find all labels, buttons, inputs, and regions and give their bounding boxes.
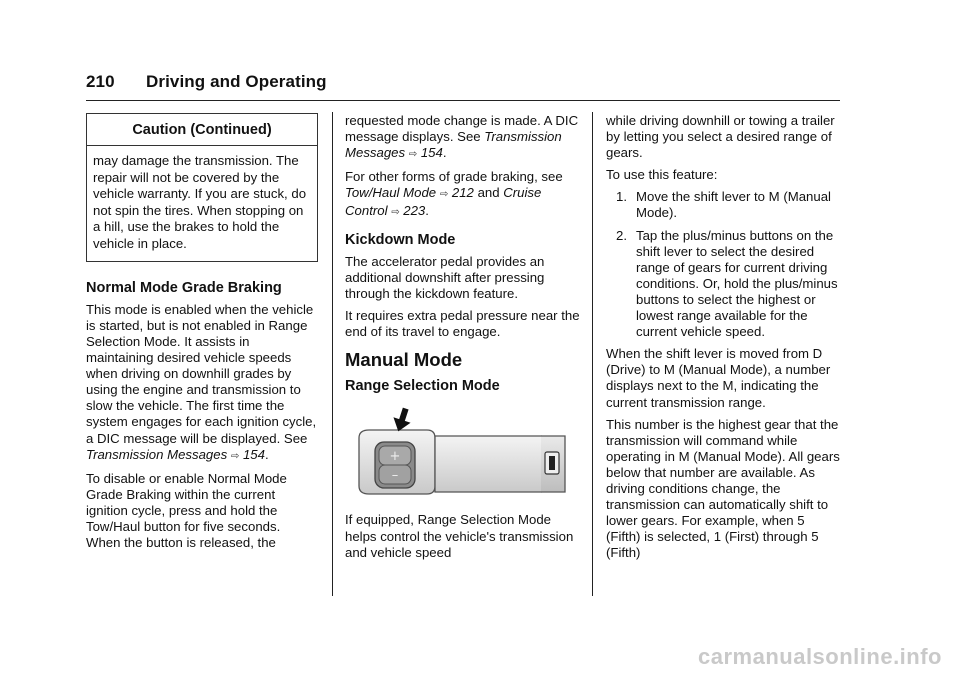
tow-haul-icon xyxy=(549,456,555,470)
lever-shaft xyxy=(435,436,553,492)
column-divider-2 xyxy=(592,112,593,596)
col3-paragraph-2: When the shift lever is moved from D (Drive) to M (Manual Mode), a number displays next to the M, indicating the current transmission range. xyxy=(606,346,831,410)
range-selection-heading: Range Selection Mode xyxy=(345,378,500,395)
column-3 xyxy=(606,113,842,567)
plus-symbol: + xyxy=(389,449,401,465)
col2-paragraph-2: For other forms of grade braking, see Tow/Haul Mode ⇨ 212 and Cruise Control ⇨ 223. xyxy=(345,169,563,219)
normal-mode-heading: Normal Mode Grade Braking xyxy=(86,279,282,296)
column-2 xyxy=(345,113,580,567)
reference-arrow-icon: ⇨ xyxy=(408,149,418,161)
page-number: 210 xyxy=(86,72,115,91)
link-transmission-messages[interactable]: Transmission Messages xyxy=(86,446,228,462)
manual-mode-heading: Manual Mode xyxy=(345,349,463,371)
kickdown-paragraph-2: It requires extra pedal pressure near the end of its travel to engage. xyxy=(345,307,580,340)
normal-mode-paragraph-2: To disable or enable Normal Mode Grade Braking within the current ignition cycle, press and hold the Tow/Haul button for five seconds. When the button is released, the xyxy=(86,470,287,551)
col2-paragraph-1: requested mode change is made. A DIC message displays. See Transmission Messages ⇨ 154. xyxy=(345,113,579,161)
watermark-text: carmanualsonline.info xyxy=(698,644,942,669)
column-1 xyxy=(86,113,318,557)
kickdown-heading: Kickdown Mode xyxy=(345,231,456,248)
column-divider-1 xyxy=(332,112,333,596)
link-cruise-control[interactable]: Cruise Control xyxy=(345,185,542,219)
caution-box xyxy=(86,113,318,262)
steps-list xyxy=(606,189,842,340)
col3-paragraph-3: This number is the highest gear that the transmission will command while operating in M (Manual Mode). All gears below that number are available. As driving conditions change, the transmission can automatically shift to lower gears. For example, when 5 (Fifth) is selected, 1 (First) through 5 (Fifth) xyxy=(606,416,840,561)
link-tow-haul-mode[interactable]: Tow/Haul Mode xyxy=(345,185,437,201)
shift-lever-figure xyxy=(345,406,580,502)
shift-lever-illustration xyxy=(345,406,573,498)
caution-body: may damage the transmission. The repair will not be covered by the vehicle warranty. If you are stuck, do not spin the tires. When stopping on a hill, use the brakes to hold the vehicle in place. xyxy=(93,153,307,252)
reference-arrow-icon: ⇨ xyxy=(439,189,449,201)
page-ref[interactable]: 223 xyxy=(403,203,426,219)
normal-mode-paragraph-1: This mode is enabled when the vehicle is started, but is not enabled in Range Selection Mode. It assists in maintaining desired vehicle speeds when driving on downhill grades by using the engine and transmission to slow the vehicle. The first time the system engages for each ignition cycle, a DIC message will be displayed. See Transmission Messages ⇨ 154. xyxy=(86,301,317,462)
list-item: 1. Move the shift lever to M (Manual Mode). xyxy=(616,189,831,221)
page-ref[interactable]: 212 xyxy=(451,185,474,201)
header-rule xyxy=(86,100,840,101)
reference-arrow-icon: ⇨ xyxy=(230,450,240,462)
reference-arrow-icon: ⇨ xyxy=(391,207,400,219)
range-paragraph-1: If equipped, Range Selection Mode helps control the vehicle's transmission and vehicle speed xyxy=(345,512,574,560)
col3-intro: To use this feature: xyxy=(606,167,718,183)
caution-title: Caution (Continued) xyxy=(87,114,317,146)
link-transmission-messages[interactable]: Transmission Messages xyxy=(345,129,562,161)
page-ref[interactable]: 154 xyxy=(242,446,265,462)
section-title: Driving and Operating xyxy=(146,72,327,91)
list-item: 2. Tap the plus/minus buttons on the shift lever to select the desired range of gears for current driving conditions. Or, hold the plus/minus buttons to select the highest or lowest range available for the current vehicle speed. xyxy=(616,227,838,340)
minus-symbol: – xyxy=(391,468,399,484)
col3-paragraph-1: while driving downhill or towing a trailer by letting you select a desired range of gears. xyxy=(606,113,835,161)
page-header xyxy=(86,72,327,92)
kickdown-paragraph-1: The accelerator pedal provides an additional downshift after pressing through the kickdown feature. xyxy=(345,253,545,301)
page-ref[interactable]: 154 xyxy=(420,145,443,161)
